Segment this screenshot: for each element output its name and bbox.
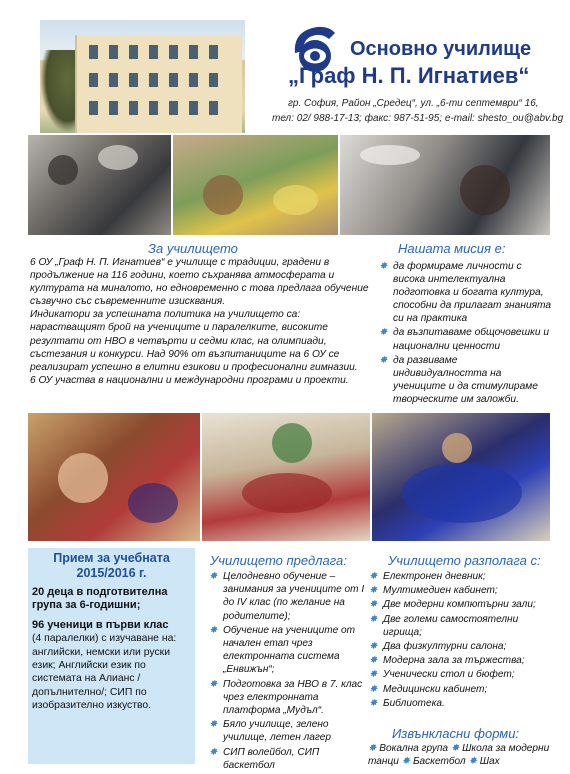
classroom-photo — [173, 135, 338, 235]
star-bullet-icon: ✸ — [379, 327, 388, 339]
extracurricular-item: Шах — [479, 756, 500, 768]
star-bullet-icon: ✸ — [401, 756, 411, 768]
extracurricular-item: Школа за модерни танци — [368, 743, 550, 768]
extracurricular-item: Баскетбол — [412, 756, 466, 768]
star-bullet-icon: ✸ — [369, 613, 378, 625]
about-heading: За училището — [148, 241, 238, 256]
star-bullet-icon: ✸ — [209, 719, 218, 731]
about-section — [30, 241, 370, 387]
list-item: ✸ Два физкултурни салона; — [369, 641, 507, 653]
star-bullet-icon: ✸ — [369, 571, 378, 582]
about-paragraph: 6 ОУ „Граф Н. П. Игнатиев“ е училище с традиции, градени в продължение на 116 години, което съхранява атмосферата и културата на миналото, но едновременно с това предлага обучение съзвучно със съвременните изисквания. — [30, 257, 369, 308]
list-item: ✸ Медицински кабинет; — [369, 683, 488, 695]
list-item: ✸ Обучение на учениците от начален етап чрез електронната система „Енвижън“; — [209, 624, 356, 676]
star-bullet-icon: ✸ — [468, 756, 477, 768]
star-bullet-icon: ✸ — [450, 743, 460, 754]
extracurricular-item: Вокална група — [379, 743, 449, 754]
star-bullet-icon: ✸ — [209, 571, 218, 582]
star-bullet-icon: ✸ — [209, 624, 218, 636]
star-bullet-icon: ✸ — [379, 354, 388, 366]
facilities-section — [368, 553, 558, 711]
offers-section — [208, 553, 373, 773]
list-item: ✸ да развиваме индивидуалността на учениците и да стимулираме творческите им заложби. — [379, 354, 538, 405]
admission-title: Прием за учебната 2015/2016 г. — [53, 551, 170, 580]
list-item: ✸ Бяло училище, зелено училище, летен лагер — [209, 719, 331, 744]
list-item: ✸ да формираме личности с висока интелектуална подготовка и богата култура, способни да прилагат знанията си на практика — [379, 261, 552, 325]
celebration-photo — [202, 413, 370, 541]
admission-line: 20 деца в подготвителна група за 6-годишни; — [32, 586, 168, 612]
star-bullet-icon: ✸ — [209, 678, 218, 690]
list-item: ✸ да възпитаваме общочовешки и национални ценности — [379, 327, 549, 352]
list-item: ✸ Ученически стол и бюфет; — [369, 669, 515, 681]
computer-room-photo — [340, 135, 550, 235]
list-item: ✸ Две модерни компютърни зали; — [369, 599, 536, 611]
extracurricular-section — [368, 726, 558, 768]
list-item: ✸ Подготовка за НВО в 7. клас чрез електронната платформа „Мудъл“. — [209, 678, 363, 717]
about-paragraph: 6 ОУ участва в национални и международни програми и проекти. — [30, 374, 349, 386]
admission-line: 96 ученици в първи клас — [32, 618, 169, 631]
star-bullet-icon: ✸ — [369, 585, 378, 597]
list-item: ✸ СИП волейбол, СИП баскетбол — [209, 746, 320, 771]
about-paragraph: Индикатори за успешната политика на училището са: нарастващият брой на учениците и паралелките, високите резултати от НВО в четвърти и седми клас, на олимпиади, състезания и конкурси. Над 90% от възпитаниците на 6 ОУ се реализират успешно в елитни езикови и професионални гимназии. — [30, 309, 358, 373]
computer-lab-photo — [28, 135, 171, 235]
school-building-photo — [40, 20, 245, 133]
star-bullet-icon: ✸ — [379, 261, 388, 272]
star-bullet-icon: ✸ — [209, 746, 218, 758]
sports-team-photo — [372, 413, 550, 541]
extracurricular-heading: Извънкласни форми: — [392, 726, 520, 741]
star-bullet-icon: ✸ — [369, 599, 378, 611]
star-bullet-icon: ✸ — [369, 697, 378, 709]
list-item: ✸ Модерна зала за тържества; — [369, 655, 525, 667]
school-title-line1: Основно училище — [350, 38, 532, 60]
school-title-line2: „Граф Н. П. Игнатиев“ — [288, 63, 530, 88]
address-line: гр. София, Район „Средец“, ул. „6-ти септември“ 16, — [288, 98, 539, 109]
star-bullet-icon: ✸ — [369, 683, 378, 695]
list-item: ✸ Електронен дневник; — [369, 571, 486, 582]
contact-line: тел: 02/ 988-17-13; факс: 987-51-95; e-mail: shesto_ou@abv.bg — [272, 113, 564, 124]
list-item: ✸ Библиотека. — [369, 697, 445, 709]
admission-box — [28, 548, 195, 764]
star-bullet-icon: ✸ — [368, 743, 377, 754]
students-art-photo — [28, 413, 200, 541]
list-item: ✸ Целодневно обучение – занимания за учениците от I до IV клас (по желание на родителите); — [209, 571, 365, 622]
list-item: ✸ Мултимедиен кабинет; — [369, 585, 498, 597]
mission-heading: Нашата мисия е: — [398, 241, 506, 256]
offers-heading: Училището предлага: — [210, 553, 347, 568]
admission-details: (4 паралелки) с изучаване на: английски, немски или руски език; Английски език по системата на Алианс / допълнително/; СИП по изобразително изкуство. — [32, 633, 177, 712]
list-item: ✸ Две големи самостоятелни игрища; — [369, 613, 519, 638]
star-bullet-icon: ✸ — [369, 669, 378, 681]
star-bullet-icon: ✸ — [369, 641, 378, 653]
mission-section — [378, 241, 553, 407]
star-bullet-icon: ✸ — [369, 655, 378, 667]
facilities-heading: Училището разполага с: — [388, 553, 541, 568]
